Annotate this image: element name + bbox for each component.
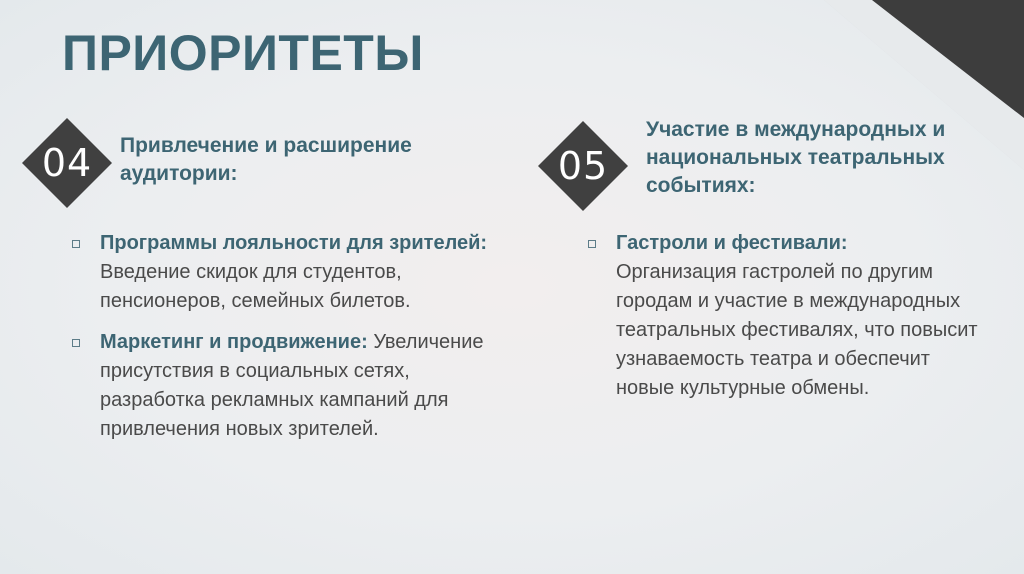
priority-heading-04: Привлечение и расширение аудитории: [120, 134, 412, 185]
item-text: Введение скидок для студентов, пенсионеров, семейных билетов. [100, 261, 411, 312]
priority-heading-05: Участие в международных и национальных театральных событиях: [646, 118, 946, 197]
item-lead: Гастроли и фестивали: [616, 232, 848, 254]
list-item [72, 229, 492, 316]
number-badge-05 [538, 121, 628, 211]
list-item [588, 229, 978, 403]
square-bullet-icon [588, 240, 596, 248]
item-lead: Маркетинг и продвижение: [100, 331, 368, 353]
priority-list-05 [588, 229, 978, 415]
square-bullet-icon [72, 240, 80, 248]
priority-list-04 [72, 229, 492, 456]
square-bullet-icon [72, 339, 80, 347]
item-text: Организация гастролей по другим городам и участие в международных театральных фестивалях, что повысит узнаваемость театра и обеспечит новые культурные обмены. [616, 261, 978, 399]
badge-number: 05 [557, 144, 609, 188]
number-badge-04 [22, 118, 112, 208]
item-text: Увеличение присутствия в социальных сетях, разработка рекламных кампаний для привлечения новых зрителей. [100, 331, 484, 440]
page-title: ПРИОРИТЕТЫ [62, 25, 424, 81]
badge-number: 04 [41, 141, 93, 185]
item-lead: Программы лояльности для зрителей: [100, 232, 488, 254]
list-item [72, 328, 492, 444]
